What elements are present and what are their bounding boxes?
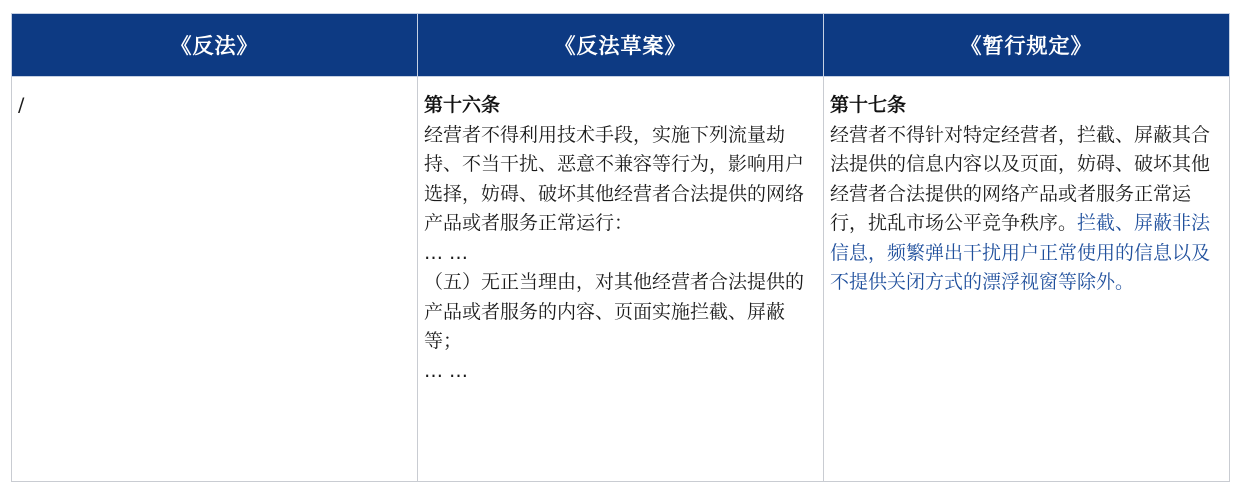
comparison-table	[11, 13, 1230, 482]
article-paragraph: （五）无正当理由，对其他经营者合法提供的产品或者服务的内容、页面实施拦截、屏蔽等；	[424, 271, 805, 352]
header-law-draft: 《反法草案》	[418, 14, 824, 77]
cell-law	[12, 77, 418, 482]
table-row	[12, 77, 1230, 482]
empty-mark: /	[18, 94, 25, 116]
article-title: 第十六条	[424, 94, 501, 116]
header-row	[12, 14, 1230, 77]
article-body-text: 经营者不得针对特定经营者，拦截、屏蔽其合法提供的信息内容以及页面，妨碍、破坏其他经营者合法提供的网络产品或者服务正常运行，扰乱市场公平竞争秩序。	[830, 123, 1211, 234]
ellipsis: … …	[424, 359, 469, 382]
header-anti-unfair-competition-law: 《反法》	[12, 14, 418, 77]
header-interim-provisions: 《暂行规定》	[824, 14, 1230, 77]
cell-draft	[418, 77, 824, 482]
cell-interim	[824, 77, 1230, 482]
article-paragraph	[830, 121, 1223, 298]
ellipsis: … …	[424, 241, 469, 264]
highlighted-exception-text: 拦截、屏蔽非法信息，频繁弹出干扰用户正常使用的信息以及不提供关闭方式的漂浮视窗等除外。	[830, 212, 1211, 293]
article-title: 第十七条	[830, 94, 907, 116]
article-paragraph: 经营者不得利用技术手段，实施下列流量劫持、不当干扰、恶意不兼容等行为，影响用户选择，妨碍、破坏其他经营者合法提供的网络产品或者服务正常运行：	[424, 123, 805, 234]
